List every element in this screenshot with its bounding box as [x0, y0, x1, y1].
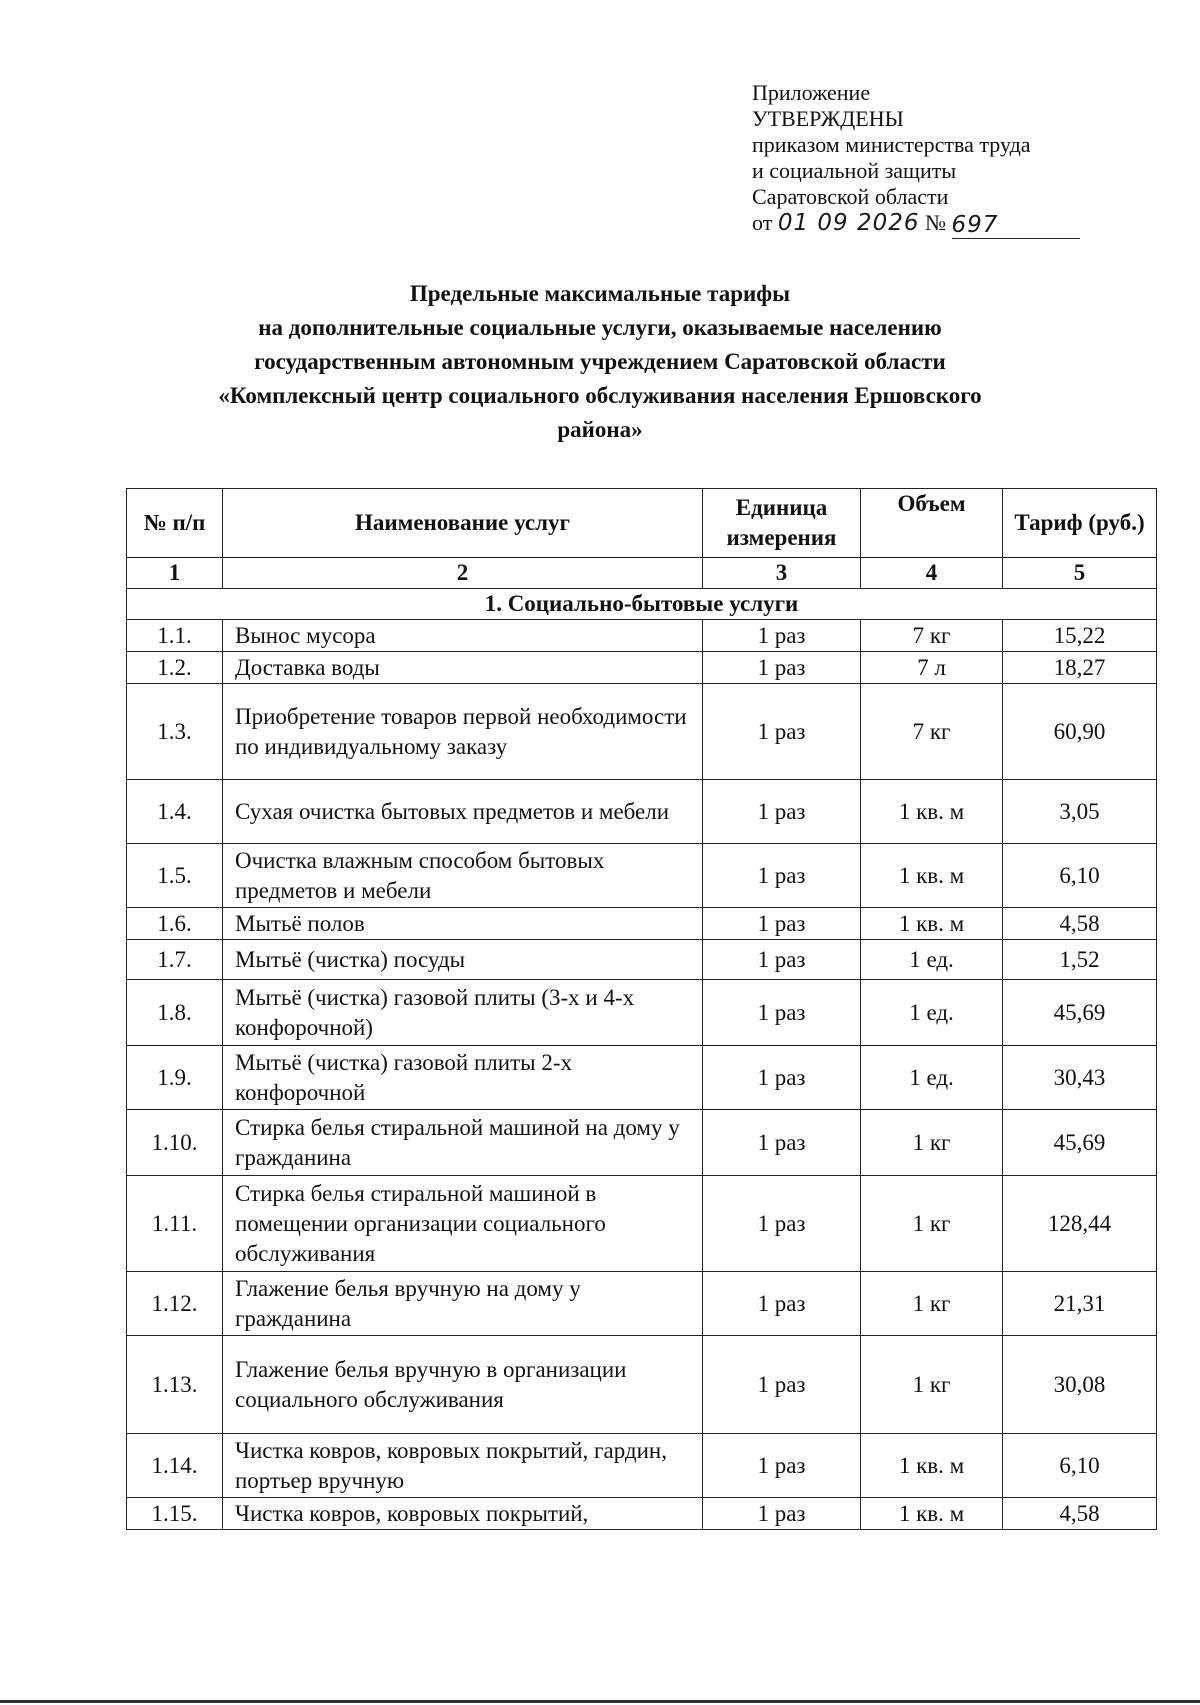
table-row	[127, 1498, 1157, 1530]
column-index: 2	[223, 558, 703, 589]
row-unit: 1 раз	[703, 1434, 861, 1498]
row-volume: 1 кв. м	[861, 844, 1003, 908]
row-name: Глажение белья вручную в организации социального обслуживания	[223, 1336, 703, 1434]
number-sign: №	[925, 210, 947, 235]
row-num: 1.12.	[127, 1272, 223, 1336]
row-volume: 1 кв. м	[861, 908, 1003, 940]
row-tariff: 4,58	[1003, 1498, 1157, 1530]
title-line-5: района»	[557, 417, 643, 442]
row-unit: 1 раз	[703, 980, 861, 1046]
row-num: 1.8.	[127, 980, 223, 1046]
row-tariff: 3,05	[1003, 780, 1157, 844]
row-name: Очистка влажным способом бытовых предметов и мебели	[223, 844, 703, 908]
header-num: № п/п	[127, 489, 223, 558]
column-index: 5	[1003, 558, 1157, 589]
row-name: Мытьё (чистка) посуды	[223, 940, 703, 980]
row-tariff: 6,10	[1003, 1434, 1157, 1498]
table-row	[127, 844, 1157, 908]
row-unit: 1 раз	[703, 652, 861, 684]
row-num: 1.6.	[127, 908, 223, 940]
row-unit: 1 раз	[703, 684, 861, 780]
row-name: Вынос мусора	[223, 620, 703, 652]
row-volume: 1 кг	[861, 1110, 1003, 1176]
row-volume: 7 кг	[861, 620, 1003, 652]
table-row	[127, 940, 1157, 980]
row-volume: 7 л	[861, 652, 1003, 684]
table-row	[127, 1176, 1157, 1272]
table-row	[127, 1336, 1157, 1434]
row-volume: 1 ед.	[861, 980, 1003, 1046]
table-row	[127, 908, 1157, 940]
title-line-3: государственным автономным учреждением Саратовской области	[254, 349, 946, 374]
row-tariff: 1,52	[1003, 940, 1157, 980]
header-tariff: Тариф (руб.)	[1003, 489, 1157, 558]
tariffs-table	[126, 488, 1157, 1530]
row-num: 1.7.	[127, 940, 223, 980]
row-unit: 1 раз	[703, 908, 861, 940]
row-num: 1.11.	[127, 1176, 223, 1272]
row-unit: 1 раз	[703, 844, 861, 908]
handwritten-date: 01 09 2026	[777, 210, 920, 236]
header-name: Наименование услуг	[223, 489, 703, 558]
table-row	[127, 1046, 1157, 1110]
header-volume: Объем	[861, 489, 1003, 558]
row-name: Сухая очистка бытовых предметов и мебели	[223, 780, 703, 844]
column-index: 3	[703, 558, 861, 589]
row-tariff: 45,69	[1003, 1110, 1157, 1176]
order-line-2: и социальной защиты	[752, 158, 957, 183]
title-line-4: «Комплексный центр социального обслуживания населения Ершовского	[218, 383, 982, 408]
row-volume: 1 кв. м	[861, 780, 1003, 844]
table-header-row	[127, 489, 1157, 558]
title-line-2: на дополнительные социальные услуги, оказываемые населению	[258, 315, 942, 340]
table-row	[127, 1434, 1157, 1498]
row-name: Глажение белья вручную на дому у гражданина	[223, 1272, 703, 1336]
row-name: Чистка ковров, ковровых покрытий,	[223, 1498, 703, 1530]
order-date-number-line	[752, 210, 1072, 237]
order-line-1: приказом министерства труда	[752, 132, 1031, 157]
row-unit: 1 раз	[703, 1498, 861, 1530]
order-number-field	[952, 212, 1080, 239]
table-row	[127, 980, 1157, 1046]
column-index: 1	[127, 558, 223, 589]
handwritten-order-number: 697	[951, 212, 999, 238]
row-tariff: 30,43	[1003, 1046, 1157, 1110]
row-num: 1.13.	[127, 1336, 223, 1434]
row-volume: 1 кг	[861, 1176, 1003, 1272]
table-row	[127, 684, 1157, 780]
row-unit: 1 раз	[703, 940, 861, 980]
annex-label: Приложение	[752, 80, 871, 105]
row-unit: 1 раз	[703, 1046, 861, 1110]
row-num: 1.5.	[127, 844, 223, 908]
table-row	[127, 652, 1157, 684]
row-unit: 1 раз	[703, 620, 861, 652]
row-tariff: 30,08	[1003, 1336, 1157, 1434]
row-tariff: 4,58	[1003, 908, 1157, 940]
row-num: 1.10.	[127, 1110, 223, 1176]
section-title: 1. Социально-бытовые услуги	[127, 589, 1157, 620]
document-title	[150, 277, 1050, 447]
row-tariff: 128,44	[1003, 1176, 1157, 1272]
column-index-row	[127, 558, 1157, 589]
row-unit: 1 раз	[703, 1336, 861, 1434]
header-unit: Единица измерения	[703, 489, 861, 558]
row-volume: 1 кв. м	[861, 1434, 1003, 1498]
row-unit: 1 раз	[703, 1110, 861, 1176]
table-row	[127, 620, 1157, 652]
row-name: Доставка воды	[223, 652, 703, 684]
row-tariff: 15,22	[1003, 620, 1157, 652]
column-index: 4	[861, 558, 1003, 589]
row-volume: 1 кг	[861, 1336, 1003, 1434]
row-tariff: 18,27	[1003, 652, 1157, 684]
row-name: Мытьё полов	[223, 908, 703, 940]
row-volume: 1 кг	[861, 1272, 1003, 1336]
row-num: 1.15.	[127, 1498, 223, 1530]
row-tariff: 45,69	[1003, 980, 1157, 1046]
title-line-1: Предельные максимальные тарифы	[409, 281, 791, 306]
scan-bottom-edge	[0, 1700, 1200, 1703]
table-row	[127, 1110, 1157, 1176]
row-num: 1.1.	[127, 620, 223, 652]
row-num: 1.4.	[127, 780, 223, 844]
row-name: Приобретение товаров первой необходимости по индивидуальному заказу	[223, 684, 703, 780]
row-name: Мытьё (чистка) газовой плиты 2-х конфорочной	[223, 1046, 703, 1110]
row-volume: 1 ед.	[861, 940, 1003, 980]
row-name: Стирка белья стиральной машиной в помещении организации социального обслуживания	[223, 1176, 703, 1272]
date-prefix: от	[752, 210, 773, 235]
row-unit: 1 раз	[703, 1176, 861, 1272]
row-tariff: 6,10	[1003, 844, 1157, 908]
table-row	[127, 780, 1157, 844]
row-unit: 1 раз	[703, 780, 861, 844]
row-name: Мытьё (чистка) газовой плиты (3-х и 4-х конфорочной)	[223, 980, 703, 1046]
approved-label: УТВЕРЖДЕНЫ	[752, 106, 904, 131]
section-row	[127, 589, 1157, 620]
row-volume: 1 кв. м	[861, 1498, 1003, 1530]
row-volume: 1 ед.	[861, 1046, 1003, 1110]
row-num: 1.3.	[127, 684, 223, 780]
row-tariff: 60,90	[1003, 684, 1157, 780]
row-num: 1.14.	[127, 1434, 223, 1498]
row-num: 1.2.	[127, 652, 223, 684]
table-row	[127, 1272, 1157, 1336]
row-unit: 1 раз	[703, 1272, 861, 1336]
row-tariff: 21,31	[1003, 1272, 1157, 1336]
row-name: Стирка белья стиральной машиной на дому у гражданина	[223, 1110, 703, 1176]
order-line-3: Саратовской области	[752, 184, 949, 209]
row-num: 1.9.	[127, 1046, 223, 1110]
approval-block	[752, 80, 1072, 237]
row-volume: 7 кг	[861, 684, 1003, 780]
row-name: Чистка ковров, ковровых покрытий, гардин, портьер вручную	[223, 1434, 703, 1498]
